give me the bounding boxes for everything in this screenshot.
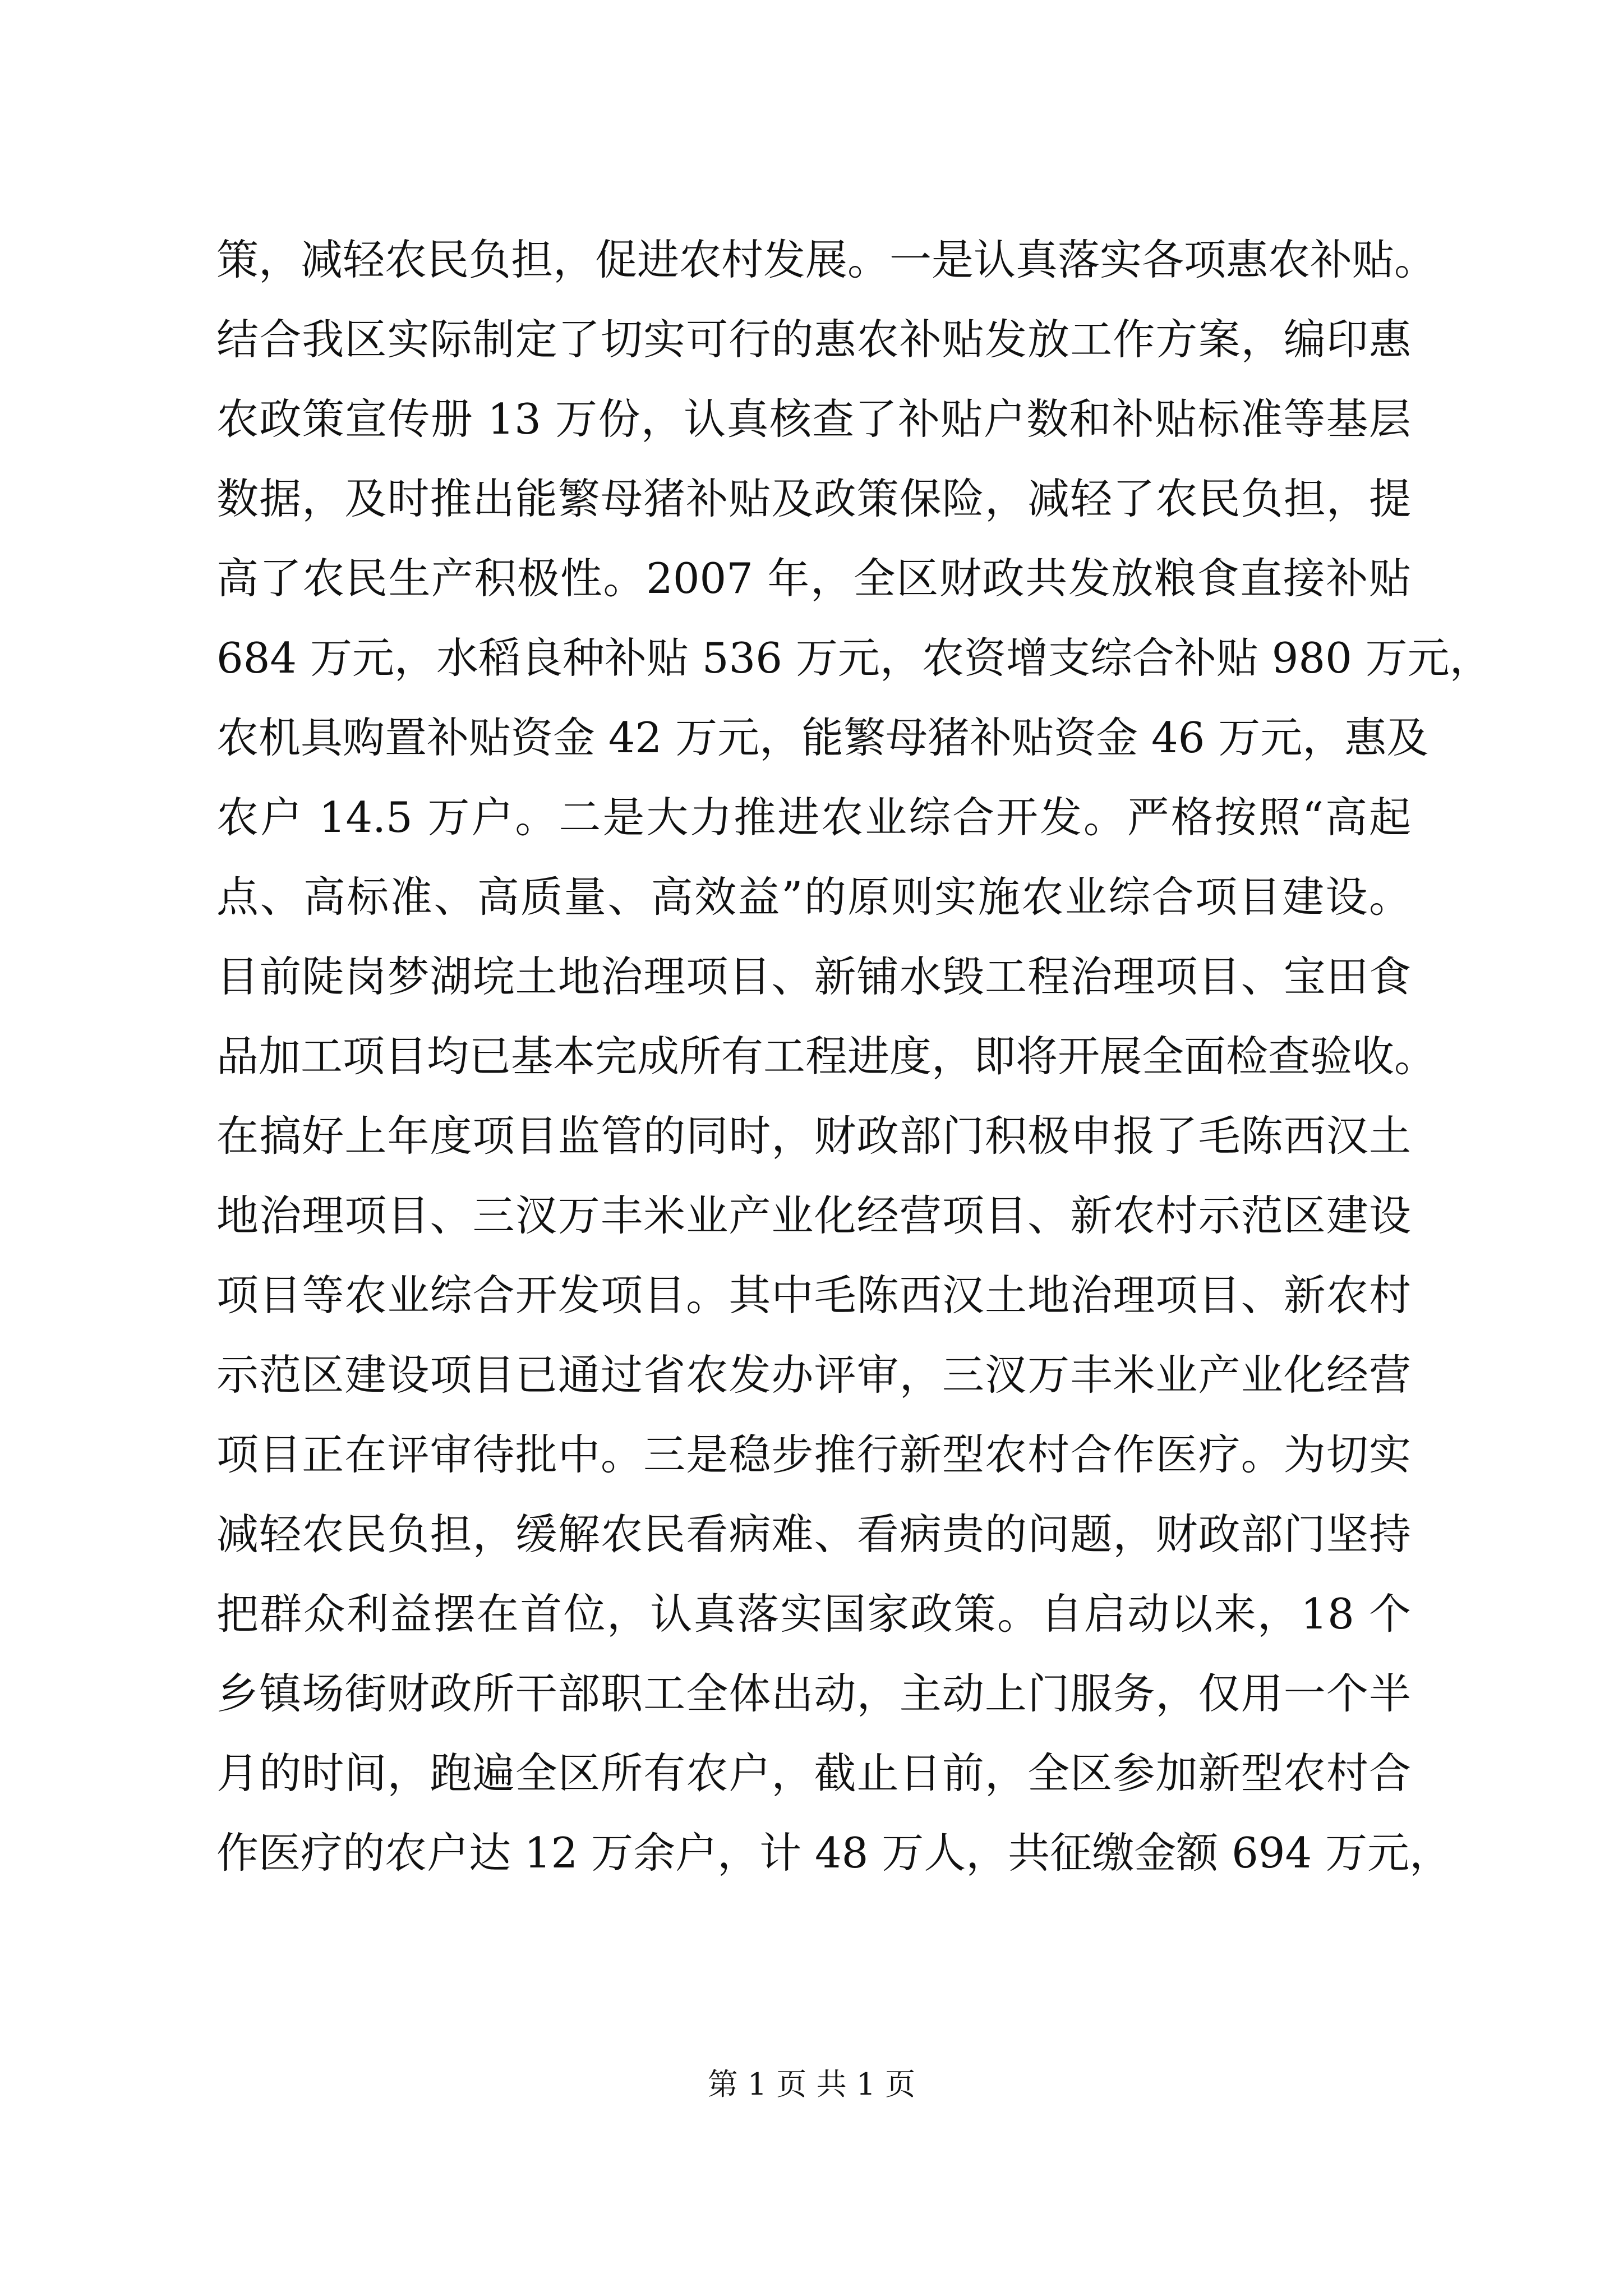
text-line-4: 数据，及时推出能繁母猪补贴及政策保险，减轻了农民负担，提 — [216, 474, 1411, 523]
text-line-14: 项目等农业综合开发项目。其中毛陈西汉土地治理项目、新农村 — [216, 1271, 1411, 1320]
text-line-3: 农政策宣传册 13 万份，认真核查了补贴户数和补贴标准等基层 — [216, 394, 1411, 444]
text-line-15: 示范区建设项目已通过省农发办评审，三汊万丰米业产业化经营 — [216, 1350, 1411, 1400]
text-line-10: 目前陡岗梦湖垸土地治理项目、新铺水毁工程治理项目、宝田食 — [216, 952, 1411, 1001]
text-line-11: 品加工项目均已基本完成所有工程进度，即将开展全面检查验收。 — [216, 1032, 1437, 1081]
text-line-21: 作医疗的农户达 12 万余户，计 48 万人，共征缴金额 694 万元， — [216, 1828, 1452, 1878]
text-line-6: 684 万元，水稻良种补贴 536 万元，农资增支综合补贴 980 万元， — [216, 633, 1492, 683]
page-number-label: 第 1 页 共 1 页 — [707, 2067, 916, 2102]
text-line-7: 农机具购置补贴资金 42 万元，能繁母猪补贴资金 46 万元，惠及 — [216, 713, 1429, 762]
text-line-17: 减轻农民负担，缓解农民看病难、看病贵的问题，财政部门坚持 — [216, 1510, 1411, 1559]
text-line-19: 乡镇场街财政所干部职工全体出动，主动上门服务，仅用一个半 — [216, 1669, 1411, 1718]
page-footer — [0, 2062, 1623, 2107]
text-line-9: 点、高标准、高质量、高效益”的原则实施农业综合项目建设。 — [216, 872, 1411, 922]
text-line-16: 项目正在评审待批中。三是稳步推行新型农村合作医疗。为切实 — [216, 1430, 1411, 1479]
text-line-12: 在搞好上年度项目监管的同时，财政部门积极申报了毛陈西汉土 — [216, 1111, 1411, 1161]
text-line-8: 农户 14.5 万户。二是大力推进农业综合开发。严格按照“高起 — [216, 793, 1411, 842]
text-line-2: 结合我区实际制定了切实可行的惠农补贴发放工作方案，编印惠 — [216, 315, 1411, 364]
text-line-1: 策，减轻农民负担，促进农村发展。一是认真落实各项惠农补贴。 — [216, 235, 1437, 284]
text-line-20: 月的时间，跑遍全区所有农户，截止日前，全区参加新型农村合 — [216, 1749, 1411, 1798]
text-line-5: 高了农民生产积极性。2007 年，全区财政共发放粮食直接补贴 — [216, 554, 1411, 603]
text-line-18: 把群众利益摆在首位，认真落实国家政策。自启动以来，18 个 — [216, 1589, 1411, 1639]
body-paragraph — [216, 220, 1492, 1893]
text-line-13: 地治理项目、三汊万丰米业产业化经营项目、新农村示范区建设 — [216, 1191, 1411, 1240]
